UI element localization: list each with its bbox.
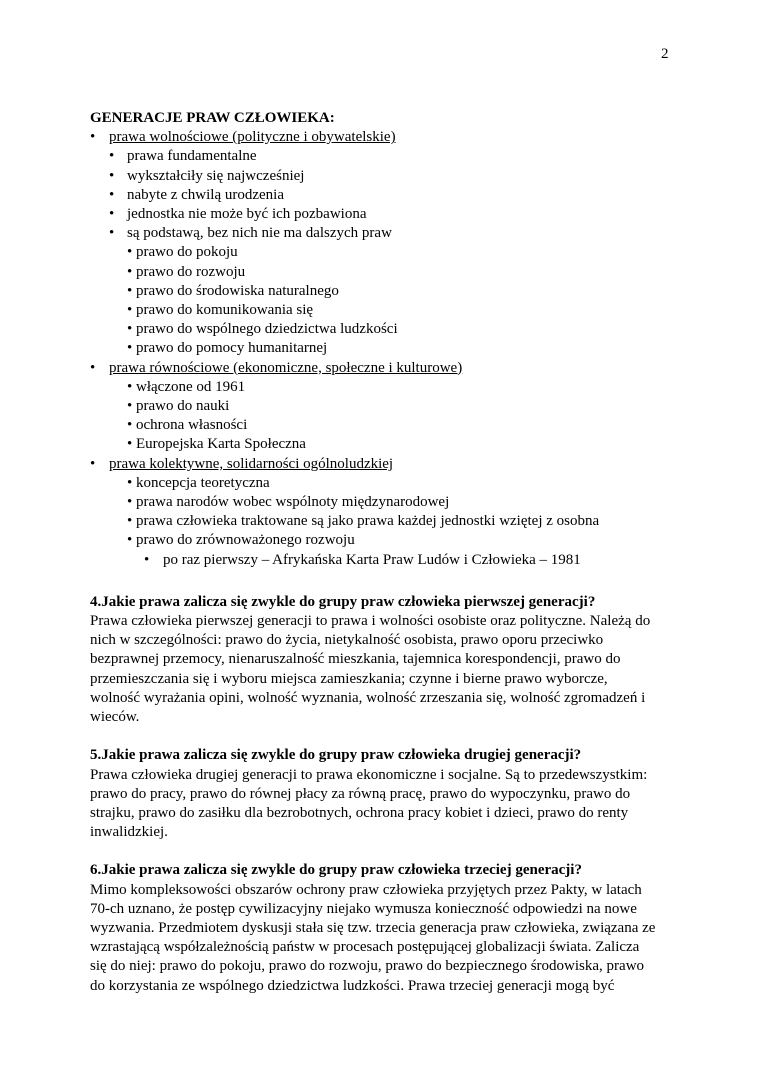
outline-item-text: prawo do zrównoważonego rozwoju xyxy=(136,532,355,549)
outline-item-level-3 xyxy=(90,531,680,550)
answer-line: wolność wyrażania opini, wolność wyznania, wolność zrzeszania się, wolność zgromadzeń i xyxy=(90,689,646,706)
bullet-icon: • xyxy=(127,263,137,280)
bullet-icon: • xyxy=(109,186,115,203)
bullet-icon: • xyxy=(90,455,96,472)
outline-item-level-1 xyxy=(90,359,680,378)
answer-line: nich w szczególności: prawo do życia, nietykalność osobista, prawo oporu przeciwko xyxy=(90,632,604,649)
question-section xyxy=(90,593,680,727)
answer-line: Mimo kompleksowości obszarów ochrony praw człowieka przyjętych przez Pakty, w latach xyxy=(90,881,642,898)
section-gap xyxy=(90,842,680,861)
outline-item-level-3 xyxy=(90,320,680,339)
answer-line: się do niej: prawo do pokoju, prawo do rozwoju, prawo do bezpiecznego środowiska, prawo xyxy=(90,958,645,975)
bullet-icon: • xyxy=(127,532,137,549)
rights-outline xyxy=(90,128,680,570)
outline-item-level-3 xyxy=(90,397,680,416)
outline-item-level-2 xyxy=(90,147,680,166)
bullet-icon: • xyxy=(127,321,137,338)
answer-line: prawo do pracy, prawo do równej płacy za równą pracę, prawo do wypoczynku, prawo do xyxy=(90,785,631,802)
page-number: 2 xyxy=(661,46,669,62)
outline-item-level-3 xyxy=(90,416,680,435)
outline-item-text: Europejska Karta Społeczna xyxy=(136,436,306,453)
outline-item-text: prawo do nauki xyxy=(136,398,230,415)
outline-item-text: prawo do pomocy humanitarnej xyxy=(136,340,328,357)
outline-item-text: koncepcja teoretyczna xyxy=(136,474,270,491)
answer-line: Prawa człowieka drugiej generacji to prawa ekonomiczne i socjalne. Są to przedewszystkim: xyxy=(90,766,648,783)
outline-item-text: jednostka nie może być ich pozbawiona xyxy=(127,206,367,223)
outline-item-level-3 xyxy=(90,378,680,397)
bullet-icon: • xyxy=(109,225,115,242)
outline-item-level-3 xyxy=(90,243,680,262)
outline-item-text: prawa fundamentalne xyxy=(127,148,257,165)
question-section xyxy=(90,746,680,842)
bullet-icon: • xyxy=(127,436,137,453)
outline-item-level-3 xyxy=(90,474,680,493)
outline-item-text: nabyte z chwilą urodzenia xyxy=(127,186,285,203)
outline-item-text: prawo do wspólnego dziedzictwa ludzkości xyxy=(136,321,398,338)
outline-item-text: po raz pierwszy – Afrykańska Karta Praw Ludów i Człowieka – 1981 xyxy=(163,551,581,568)
outline-item-level-4 xyxy=(90,551,680,570)
outline-item-text: prawo do rozwoju xyxy=(136,263,246,280)
bullet-icon: • xyxy=(109,167,115,184)
answer-line: 70-ch uznano, że postęp cywilizacyjny niejako wymusza konieczność odpowiedzi na nowe xyxy=(90,900,637,917)
outline-item-level-3 xyxy=(90,282,680,301)
bullet-icon: • xyxy=(109,148,115,165)
answer-line: wyzwania. Przedmiotem dyskusji stała się tzw. trzecia generacja praw człowieka, związana ze xyxy=(90,919,656,936)
bullet-icon: • xyxy=(90,129,96,146)
answer-line: Prawa człowieka pierwszej generacji to prawa i wolności osobiste oraz polityczne. Należą do xyxy=(90,613,651,630)
question-title: 4.Jakie prawa zalicza się zwykle do grupy praw człowieka pierwszej generacji? xyxy=(90,593,596,610)
answer-line: do korzystania ze wspólnego dziedzictwa ludzkości. Prawa trzeciej generacji mogą być xyxy=(90,977,615,994)
outline-item-text: prawo do pokoju xyxy=(136,244,238,261)
outline-item-text: są podstawą, bez nich nie ma dalszych praw xyxy=(127,225,392,242)
outline-item-text: prawa narodów wobec wspólnoty międzynarodowej xyxy=(136,494,450,511)
outline-item-level-3 xyxy=(90,263,680,282)
outline-item-text: ochrona własności xyxy=(136,417,248,434)
bullet-icon: • xyxy=(127,302,137,319)
bullet-icon: • xyxy=(127,417,137,434)
answer-line: strajku, prawo do zasiłku dla bezrobotnych, ochrona pracy kobiet i dzieci, prawo do renty xyxy=(90,804,629,821)
outline-item-text: włączone od 1961 xyxy=(136,378,246,395)
outline-item-level-3 xyxy=(90,512,680,531)
outline-item-text: prawo do komunikowania się xyxy=(136,302,314,319)
outline-item-level-3 xyxy=(90,435,680,454)
answer-line: inwalidzkiej. xyxy=(90,824,168,841)
bullet-icon: • xyxy=(127,282,137,299)
outline-item-text: prawa kolektywne, solidarności ogólnoludzkiej xyxy=(109,455,394,472)
section-gap xyxy=(90,570,680,589)
outline-item-text: prawo do środowiska naturalnego xyxy=(136,282,339,299)
bullet-icon: • xyxy=(127,340,137,357)
outline-item-level-3 xyxy=(90,301,680,320)
bullet-icon: • xyxy=(144,551,150,568)
section-gap xyxy=(90,727,680,746)
bullet-icon: • xyxy=(127,378,137,395)
outline-item-level-1 xyxy=(90,128,680,147)
outline-item-text: prawa człowieka traktowane są jako prawa każdej jednostki wziętej z osobna xyxy=(136,513,600,530)
bullet-icon: • xyxy=(90,359,96,376)
questions-list xyxy=(90,593,680,996)
question-title: 6.Jakie prawa zalicza się zwykle do grupy praw człowieka trzeciej generacji? xyxy=(90,862,582,879)
bullet-icon: • xyxy=(127,513,137,530)
outline-item-text: wykształciły się najwcześniej xyxy=(127,167,305,184)
outline-item-level-1 xyxy=(90,455,680,474)
bullet-icon: • xyxy=(127,244,137,261)
question-section xyxy=(90,861,680,995)
question-title: 5.Jakie prawa zalicza się zwykle do grupy praw człowieka drugiej generacji? xyxy=(90,747,582,764)
outline-item-level-2 xyxy=(90,167,680,186)
document-body xyxy=(90,109,680,996)
answer-line: przemieszczania się i wyboru miejsca zamieszkania; czynne i bierne prawo wyborcze, xyxy=(90,670,608,687)
outline-item-level-2 xyxy=(90,224,680,243)
bullet-icon: • xyxy=(127,398,137,415)
outline-item-text: prawa równościowe (ekonomiczne, społeczne i kulturowe) xyxy=(109,359,463,376)
answer-line: wzrastającą współzależnością państw w procesach postępującej globalizacji świata. Zalicza xyxy=(90,939,640,956)
bullet-icon: • xyxy=(127,474,137,491)
outline-item-level-2 xyxy=(90,205,680,224)
document-heading: GENERACJE PRAW CZŁOWIEKA: xyxy=(90,110,335,126)
answer-line: wieców. xyxy=(90,709,140,726)
bullet-icon: • xyxy=(127,494,137,511)
answer-line: bezprawnej przemocy, nienaruszalność mieszkania, tajemnica korespondencji, prawo do xyxy=(90,651,621,668)
outline-item-text: prawa wolnościowe (polityczne i obywatelskie) xyxy=(109,129,396,146)
outline-item-level-2 xyxy=(90,186,680,205)
outline-item-level-3 xyxy=(90,339,680,358)
bullet-icon: • xyxy=(109,206,115,223)
outline-item-level-3 xyxy=(90,493,680,512)
